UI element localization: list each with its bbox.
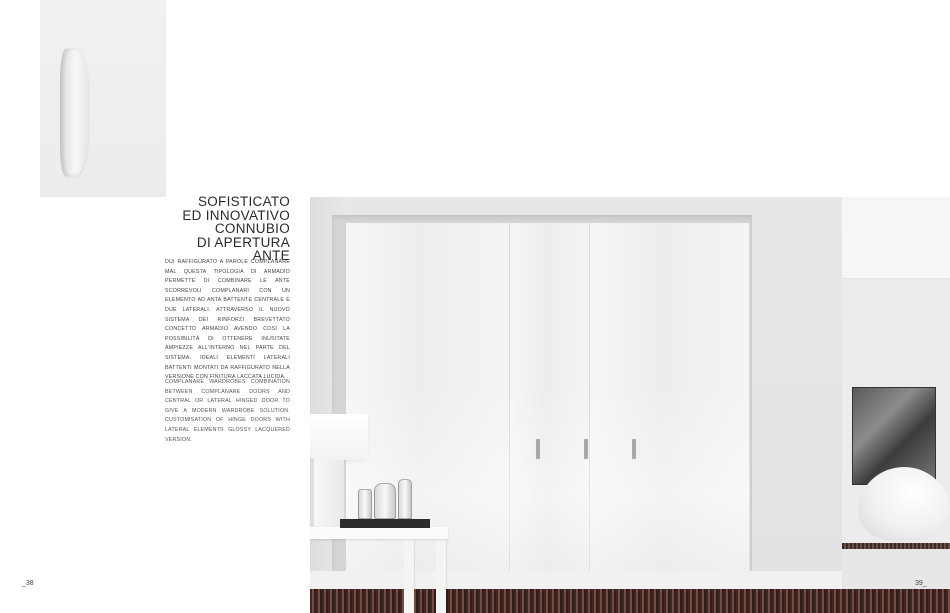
glass-jar	[358, 489, 372, 519]
title-line: SOFISTICATO	[197, 194, 290, 209]
page-number-right: 39_	[915, 580, 927, 587]
section-title	[90, 195, 290, 263]
wardrobe-room-photo	[310, 197, 950, 613]
title-line: ED INNOVATIVO	[182, 207, 290, 223]
door-handle	[584, 439, 588, 459]
glass-jar	[398, 479, 412, 519]
table-leg	[404, 539, 414, 613]
ceiling	[842, 197, 950, 279]
lamp-shade	[310, 414, 368, 460]
title-line: ANTE	[252, 248, 290, 263]
side-table	[310, 527, 448, 539]
title-line: DI APERTURA	[196, 234, 290, 250]
english-paragraph: COMPLANARE WARDROBES COMBINATION BETWEEN COMPLANARE DOORS AND CENTRAL OR LATERAL HINGED DOOR TO GIVE A MODERN WARDROBE SOLUTION. CUSTOMISATION OF HINGE DOORS WITH LATERAL ELEMENTS GLOSSY LACQUERED VERSION.	[165, 379, 290, 443]
handle-detail-photo	[40, 0, 166, 197]
italian-paragraph: DUI RAFFIGURATO A PAROLE COMPLANARE MAL QUESTA TIPOLOGIA DI ARMADIO PERMETTE DI COMBINARE LE ANTE SCORREVOLI COMPLANARI CON UN ELEMENTO AD ANTA BATTENTE CENTRALE E DUE LATERALI. ATTRAVERSO IL NUOVO SISTEMA DEI RINFORZI BREVETTATO CONCETTO ARMADIO AVENDO COSÌ LA POSSIBILITÀ DI OTTENERE INUSITATE AMPIEZZE ALL'INTERNO NEL PARTE DEL SISTEMA. IDEALI ELEMENTI LATERALI BATTENTI MONTATI DA RAFFIGURATO NELLA VERSIONE CON FINITURA LACCATA LUCIDA.	[165, 259, 290, 381]
title-line: CONNUBIO	[214, 221, 290, 236]
glass-jar	[374, 483, 396, 519]
table-leg	[436, 539, 446, 613]
door-handle	[536, 439, 540, 459]
door-handle	[632, 439, 636, 459]
tray	[340, 519, 430, 528]
page-number-left: _38	[22, 580, 34, 587]
adjacent-room	[842, 197, 950, 613]
recessed-handle-image	[60, 47, 88, 177]
